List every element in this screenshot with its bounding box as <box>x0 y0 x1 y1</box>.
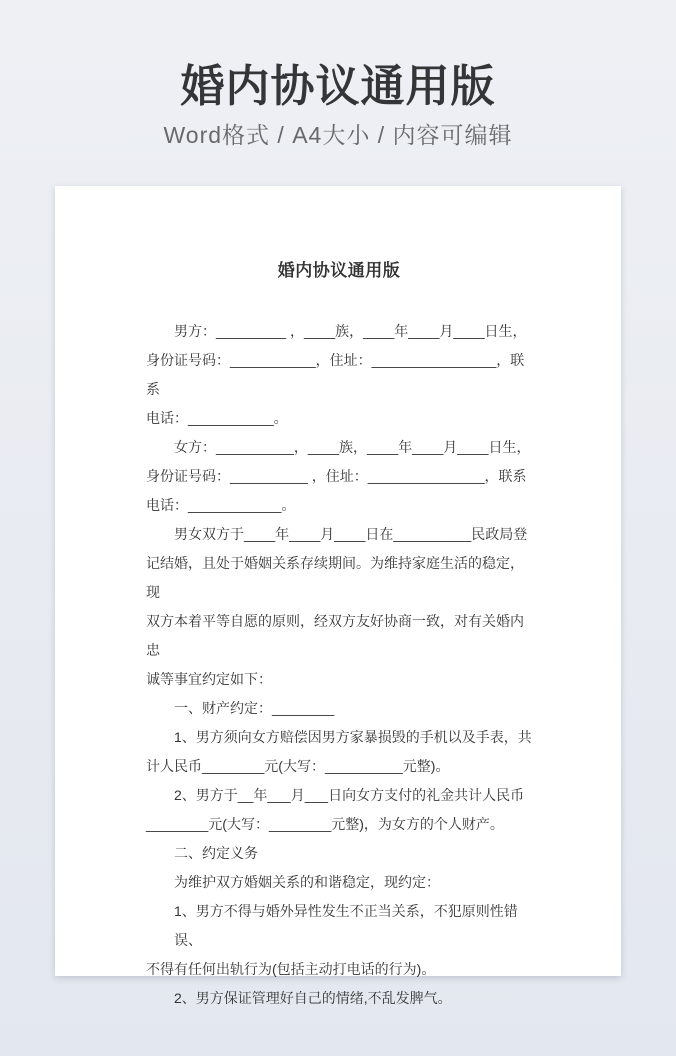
document-line: 为维护双方婚姻关系的和谐稳定，现约定： <box>174 874 440 890</box>
document-line: 二、约定义务 <box>174 845 258 861</box>
document-line: 1、男方须向女方赔偿因男方家暴损毁的手机以及手表，共 <box>174 729 532 745</box>
document-line: 2、男方保证管理好自己的情绪,不乱发脾气。 <box>174 990 452 1006</box>
document-line: 男方：_________ ，____族，____年____月____日生， <box>174 323 527 339</box>
document-title: 婚内协议通用版 <box>277 261 401 280</box>
document-line: 记结婚，且处于婚姻关系存续期间。为维持家庭生活的稳定，现 <box>146 555 524 600</box>
document-line: 1、男方不得与婚外异性发生不正当关系，不犯原则性错误、 <box>174 903 518 948</box>
document-line: 计人民币________元(大写：__________元整)。 <box>146 758 450 774</box>
document-line: 女方：__________，____族，____年____月____日生， <box>174 439 531 455</box>
poster-subtitle: Word格式 / A4大小 / 内容可编辑 <box>163 122 513 148</box>
document-line: 诚等事宜约定如下： <box>146 671 272 687</box>
poster-title: 婚内协议通用版 <box>180 62 496 111</box>
document-line: 电话：____________。 <box>146 497 296 513</box>
document-line: ________元(大写：________元整)，为女方的个人财产。 <box>146 816 504 832</box>
document-line: 男女双方于____年____月____日在__________民政局登 <box>174 526 528 542</box>
document-body <box>146 317 532 1013</box>
document-line: 身份证号码：___________，住址：________________，联系 <box>146 352 525 397</box>
document-line: 身份证号码：__________ ，住址：_______________，联系 <box>146 468 527 484</box>
document-line: 双方本着平等自愿的原则，经双方友好协商一致，对有关婚内忠 <box>146 613 524 658</box>
document-line: 2、男方于__年___月___日向女方支付的礼金共计人民币 <box>174 787 525 803</box>
document-paper <box>55 186 621 1006</box>
poster-header <box>0 0 676 150</box>
document-line: 不得有任何出轨行为(包括主动打电话的行为)。 <box>146 961 436 977</box>
document-line: 电话：___________。 <box>146 410 288 426</box>
document-line: 一、财产约定：________ <box>174 700 335 716</box>
